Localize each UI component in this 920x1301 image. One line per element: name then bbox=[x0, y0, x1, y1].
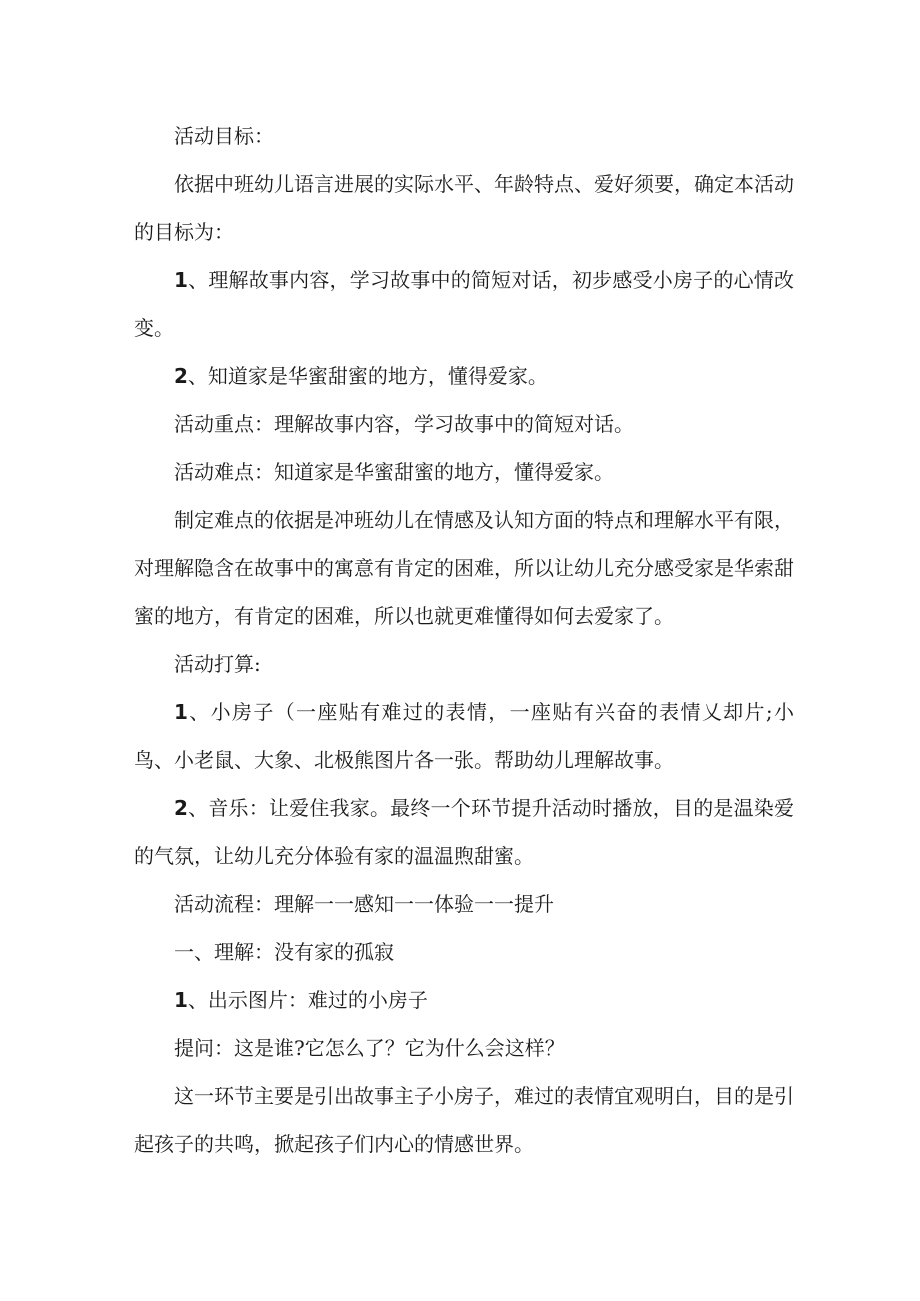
paragraph-goals-heading bbox=[134, 112, 794, 160]
paragraph-text: 活动难点：知道家是华蜜甜蜜的地方，懂得爱家。 bbox=[174, 460, 614, 484]
paragraph-difficulty-basis bbox=[134, 496, 794, 640]
paragraph-text: 、小房子（一座贴有难过的表情，一座贴有兴奋的表情乂却片;小鸟、小老鼠、大象、北极熊图片各一张。帮助幼儿理解故事。 bbox=[134, 700, 794, 772]
paragraph-goal-2 bbox=[134, 352, 794, 400]
paragraph-text: 、理解故事内容，学习故事中的简短对话，初步感受小房子的心情改变。 bbox=[134, 268, 794, 340]
paragraph-text: 、音乐：让爱住我家。最终一个环节提升活动时播放，目的是温染爱的气氛，让幼儿充分体验有家的温温煦甜蜜。 bbox=[134, 796, 794, 868]
paragraph-preparation-2 bbox=[134, 784, 794, 880]
paragraph-process bbox=[134, 880, 794, 928]
paragraph-text: 活动重点：理解故事内容，学习故事中的简短对话。 bbox=[174, 412, 634, 436]
paragraph-preparation-heading bbox=[134, 640, 794, 688]
paragraph-text: 活动目标： bbox=[174, 124, 274, 148]
paragraph-text: 提问：这是谁?它怎么了？它为什么会这样？ bbox=[174, 1036, 565, 1060]
paragraph-text: 制定难点的依据是冲班幼儿在情感及认知方面的特点和理解水平有限，对理解隐含在故事中的寓意有肯定的困难，所以让幼儿充分感受家是华索甜蜜的地方，有肯定的困难，所以也就更难懂得如何去爱家了。 bbox=[134, 508, 794, 628]
paragraph-step-1 bbox=[134, 976, 794, 1024]
paragraph-text: 、知道家是华蜜甜蜜的地方，懂得爱家。 bbox=[187, 364, 548, 388]
paragraph-goal-1 bbox=[134, 256, 794, 352]
paragraph-explanation bbox=[134, 1072, 794, 1168]
paragraph-section-1 bbox=[134, 928, 794, 976]
list-number: 2 bbox=[174, 364, 188, 388]
list-number: 1 bbox=[174, 700, 188, 724]
paragraph-question bbox=[134, 1024, 794, 1072]
document-body bbox=[134, 112, 794, 1168]
paragraph-preparation-1 bbox=[134, 688, 794, 784]
paragraph-difficulty bbox=[134, 448, 794, 496]
paragraph-text: 活动流程：理解一一感知一一体验一一提升 bbox=[174, 892, 554, 916]
paragraph-text: 、出示图片：难过的小房子 bbox=[187, 988, 428, 1012]
paragraph-text: 活动打算: bbox=[174, 652, 261, 676]
paragraph-text: 这一环节主要是引出故事主子小房子，难过的表情宜观明白，目的是引起孩子的共鸣，掀起孩子们内心的情感世界。 bbox=[134, 1084, 794, 1156]
list-number: 2 bbox=[174, 796, 188, 820]
list-number: 1 bbox=[174, 268, 188, 292]
paragraph-text: 依据中班幼儿语言进展的实际水平、年龄特点、爱好须要，确定本活动的目标为： bbox=[134, 172, 794, 244]
list-number: 1 bbox=[174, 988, 188, 1012]
paragraph-goals-intro bbox=[134, 160, 794, 256]
paragraph-key-point bbox=[134, 400, 794, 448]
paragraph-text: 一、理解：没有家的孤寂 bbox=[174, 940, 394, 964]
